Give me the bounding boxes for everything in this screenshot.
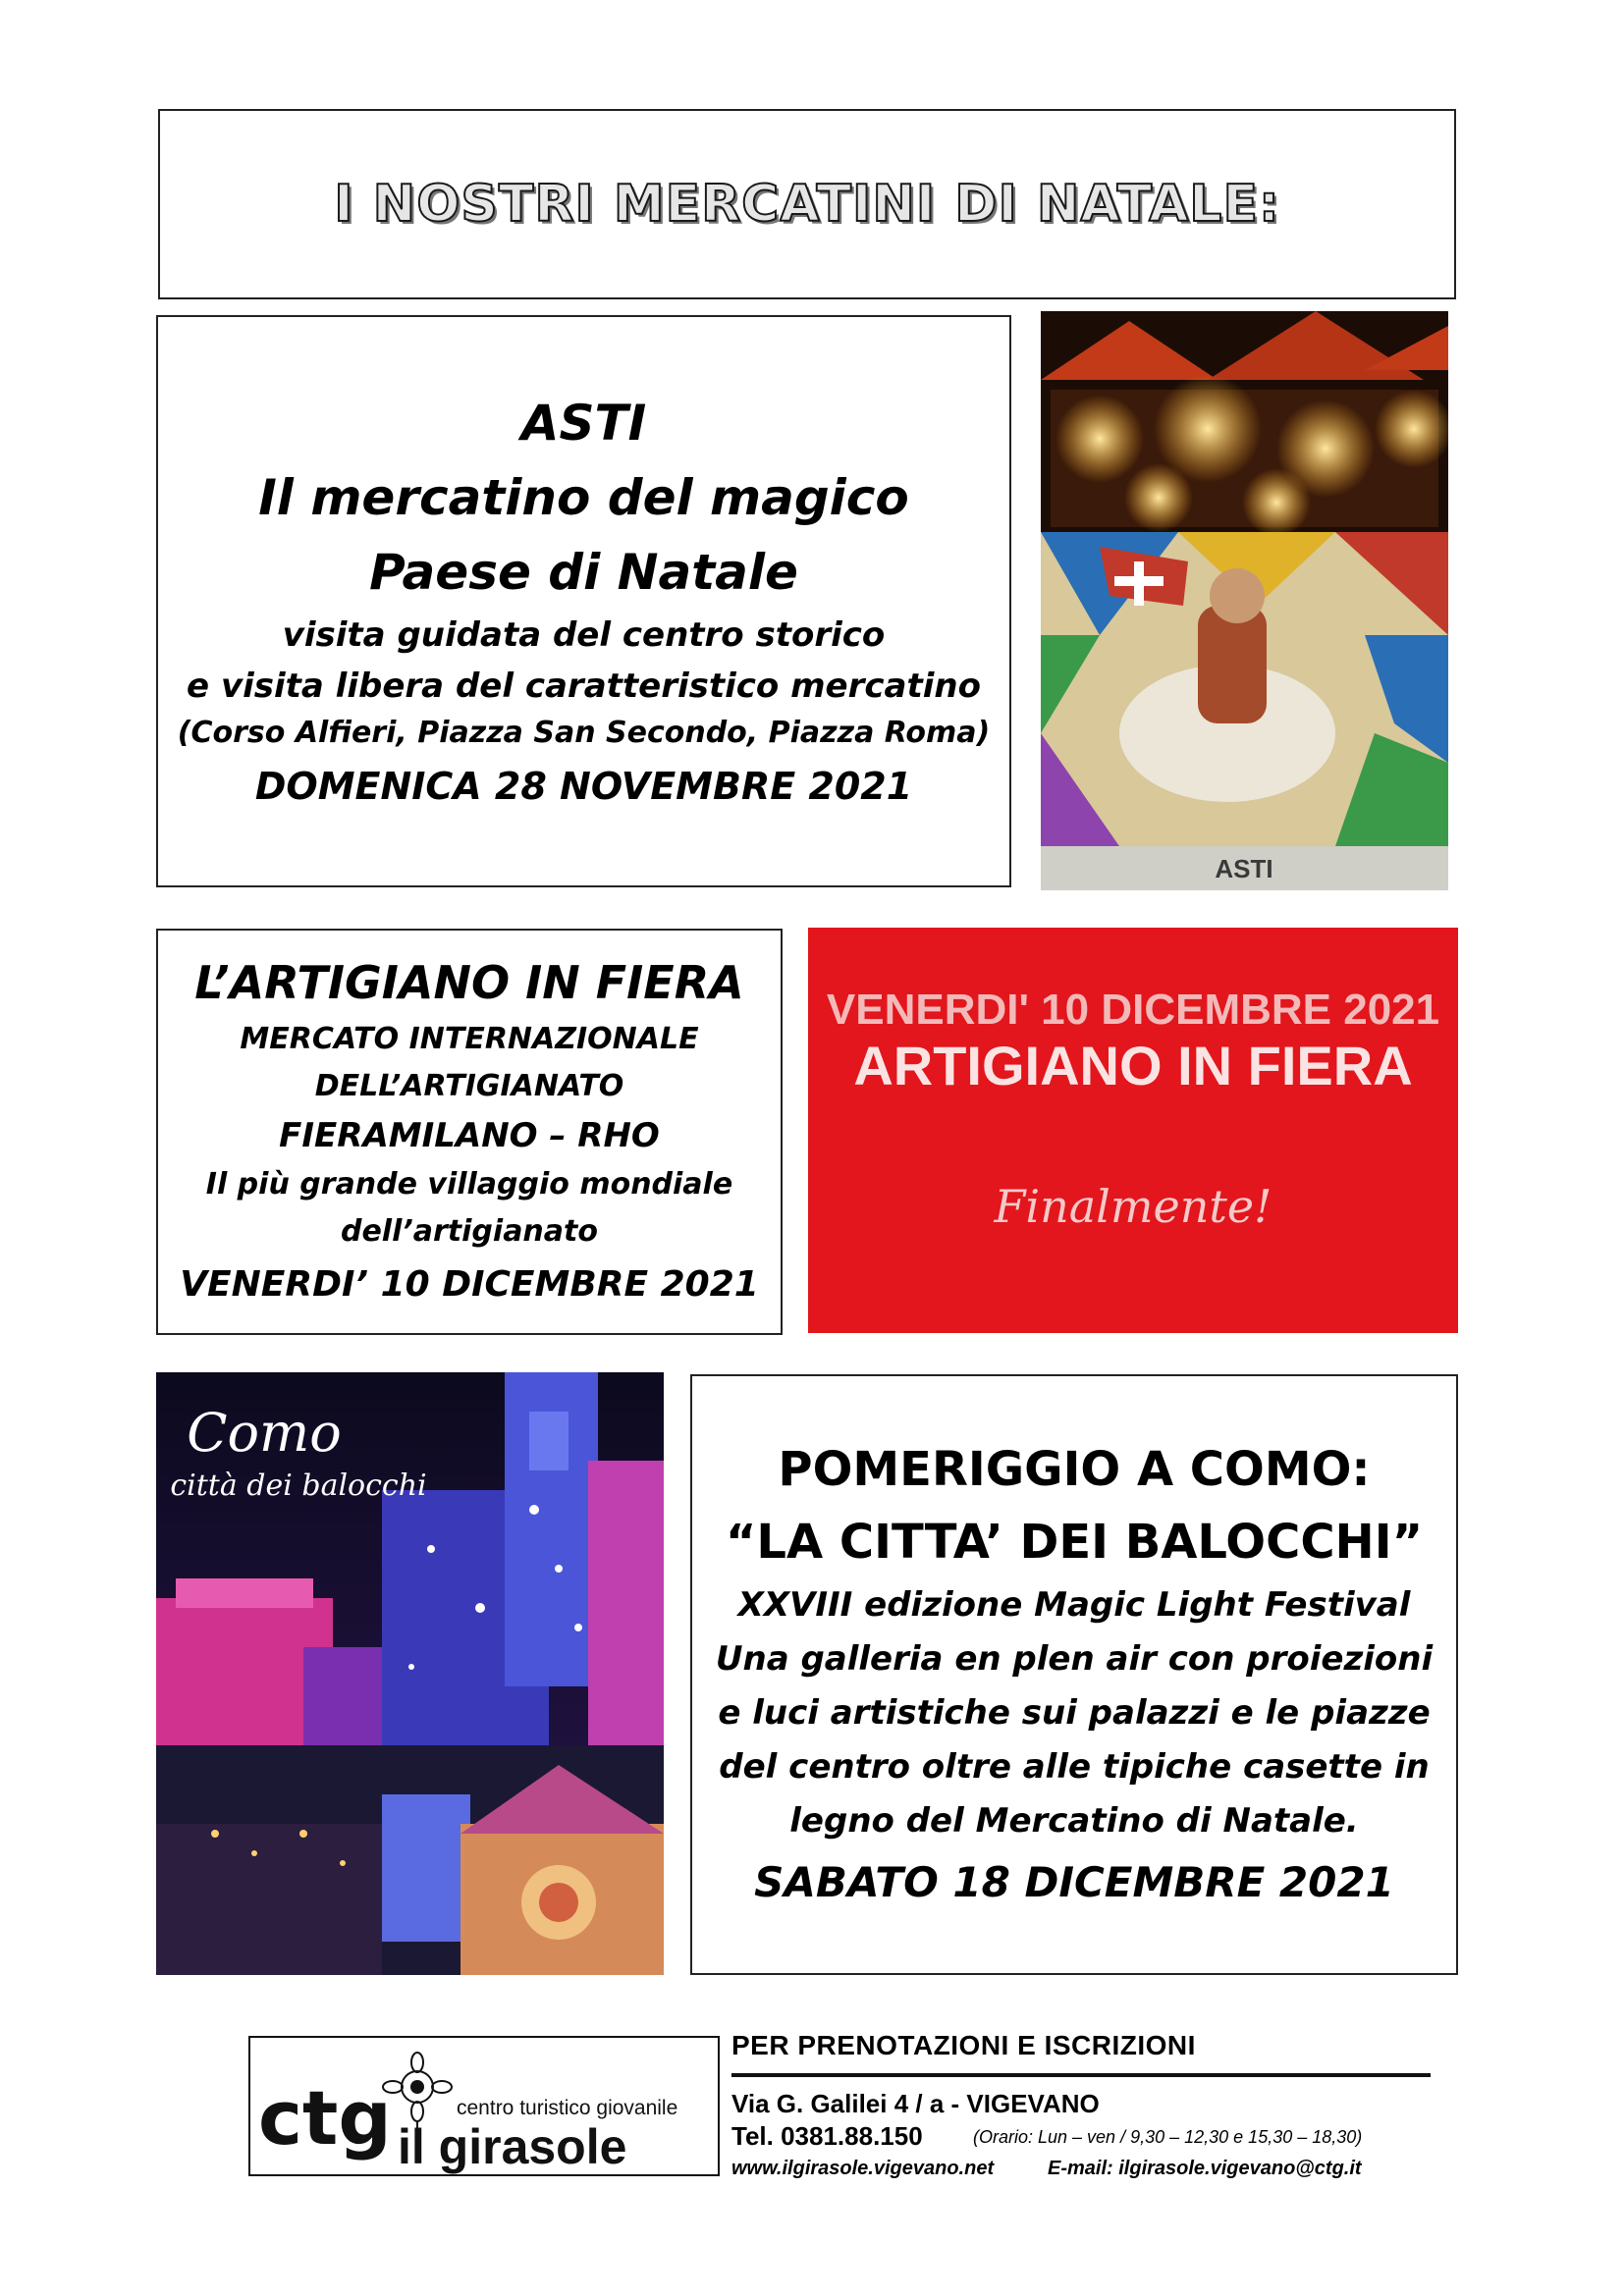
artigiano-banner-date: VENERDI' 10 DICEMBRE 2021 [826,986,1440,1034]
como-photo [156,1372,664,1975]
artigiano-title: L’ARTIGIANO IN FIERA [194,956,744,1009]
artigiano-banner [808,928,1458,1333]
artigiano-line-4: Il più grande villaggio mondiale [205,1167,733,1201]
asti-subtitle-1: Il mercatino del magico [258,468,909,526]
artigiano-line-3: FIERAMILANO – RHO [279,1116,660,1155]
contact-heading: PER PRENOTAZIONI E ISCRIZIONI [731,2030,1196,2060]
como-line-1: XXVIII edizione Magic Light Festival [737,1584,1411,1625]
contact-divider [731,2073,1431,2077]
como-photo-title: Como [187,1402,342,1464]
contact-website: www.ilgirasole.vigevano.net [731,2158,995,2179]
ctg-logo-tagline: centro turistico giovanile [457,2097,678,2119]
asti-date: DOMENICA 28 NOVEMBRE 2021 [254,764,913,808]
contact-email: E-mail: ilgirasole.vigevano@ctg.it [1048,2158,1362,2179]
asti-title: ASTI [520,394,647,452]
asti-photo [1041,311,1448,890]
artigiano-line-2: DELL’ARTIGIANATO [314,1069,624,1103]
como-photo-subtitle: città dei balocchi [170,1468,427,1503]
como-line-2: Una galleria en plen air con proiezioni [715,1638,1434,1679]
artigiano-line-5: dell’artigianato [340,1214,598,1249]
como-line-4: del centro oltre alle tipiche casette in [719,1746,1430,1787]
contact-address: Via G. Galilei 4 / a - VIGEVANO [731,2089,1100,2118]
como-date: SABATO 18 DICEMBRE 2021 [754,1857,1394,1906]
page-title: I NOSTRI MERCATINI DI NATALE: [334,175,1280,234]
artigiano-banner-title: ARTIGIANO IN FIERA [853,1035,1413,1096]
contact-hours: (Orario: Lun – ven / 9,30 – 12,30 e 15,30 – 18,30) [973,2127,1363,2147]
artigiano-banner-script: Finalmente! [994,1180,1272,1233]
como-line-3: e luci artistiche sui palazzi e le piazze [718,1692,1431,1733]
como-title: POMERIGGIO A COMO: [778,1441,1371,1497]
asti-desc-3: (Corso Alfieri, Piazza San Secondo, Piazza Roma) [177,715,991,750]
asti-subtitle-2: Paese di Natale [369,543,798,601]
artigiano-line-1: MERCATO INTERNAZIONALE [240,1022,699,1056]
como-subtitle: “LA CITTA’ DEI BALOCCHI” [725,1514,1424,1570]
asti-desc-1: visita guidata del centro storico [282,614,886,655]
como-section [690,1374,1458,1975]
contact-info [731,2030,1458,2187]
ctg-logo-mark: ctg [258,2074,392,2162]
artigiano-section [156,929,783,1335]
asti-section [156,315,1011,887]
asti-photo-caption: ASTI [1215,854,1273,883]
contact-phone: Tel. 0381.88.150 [731,2121,923,2151]
ctg-logo-name: il girasole [398,2119,627,2174]
como-line-5: legno del Mercatino di Natale. [789,1800,1359,1841]
page-header [158,109,1456,299]
artigiano-date: VENERDI’ 10 DICEMBRE 2021 [180,1264,759,1305]
ctg-logo [248,2036,720,2176]
asti-desc-2: e visita libera del caratteristico mercatino [187,666,981,706]
